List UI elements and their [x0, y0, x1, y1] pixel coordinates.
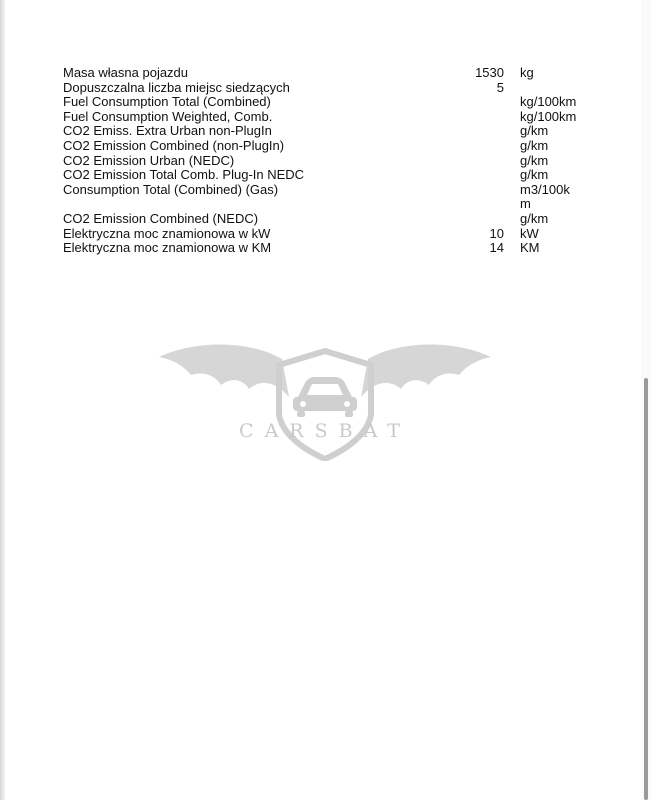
spec-value: 1530: [475, 65, 504, 80]
spec-unit: kg/100km: [520, 108, 577, 124]
spec-label: Consumption Total (Combined) (Gas): [63, 181, 279, 197]
spec-label: CO2 Emiss. Extra Urban non-PlugIn: [63, 123, 272, 139]
spec-unit: g/km: [520, 210, 549, 226]
spec-label: CO2 Emission Combined (non-PlugIn): [63, 137, 285, 153]
spec-value: 14: [489, 240, 504, 256]
spec-row: [63, 154, 583, 169]
spec-row: [63, 139, 583, 154]
spec-row: [63, 95, 583, 110]
spec-unit: kW: [520, 225, 539, 241]
spec-row: [63, 66, 583, 81]
watermark-text: CARSBAT: [239, 420, 411, 442]
spec-unit: KM: [520, 240, 540, 256]
spec-unit: kg/100km: [520, 94, 577, 110]
spec-label: Fuel Consumption Total (Combined): [63, 94, 271, 110]
spec-label: Elektryczna moc znamionowa w kW: [63, 225, 271, 241]
spec-label: CO2 Emission Total Comb. Plug-In NEDC: [63, 167, 305, 183]
spec-table: [63, 66, 583, 256]
spec-label: Dopuszczalna liczba miejsc siedzących: [63, 79, 290, 95]
spec-label: Elektryczna moc znamionowa w KM: [63, 240, 272, 256]
spec-row: [63, 241, 583, 256]
spec-row: [63, 227, 583, 242]
spec-label: Masa własna pojazdu: [63, 65, 189, 80]
spec-unit: g/km: [520, 167, 549, 183]
spec-row: [63, 110, 583, 125]
spec-row: [63, 81, 583, 96]
spec-unit: m3/100km: [520, 181, 570, 212]
spec-row: [63, 183, 583, 212]
spec-unit: g/km: [520, 123, 549, 139]
spec-row: [63, 124, 583, 139]
bat-wings-shield-car-logo-icon: [157, 337, 493, 461]
spec-value: 10: [489, 225, 504, 241]
spec-unit: g/km: [520, 137, 549, 153]
vertical-scrollbar-thumb[interactable]: [644, 378, 648, 800]
carsbat-watermark: [157, 337, 493, 461]
spec-label: Fuel Consumption Weighted, Comb.: [63, 108, 273, 124]
spec-row: [63, 212, 583, 227]
spec-unit: g/km: [520, 152, 549, 168]
spec-unit: kg: [520, 65, 534, 80]
spec-row: [63, 168, 583, 183]
page-edge-shadow: [0, 0, 5, 800]
spec-value: 5: [496, 79, 504, 95]
spec-label: CO2 Emission Combined (NEDC): [63, 210, 259, 226]
spec-label: CO2 Emission Urban (NEDC): [63, 152, 235, 168]
